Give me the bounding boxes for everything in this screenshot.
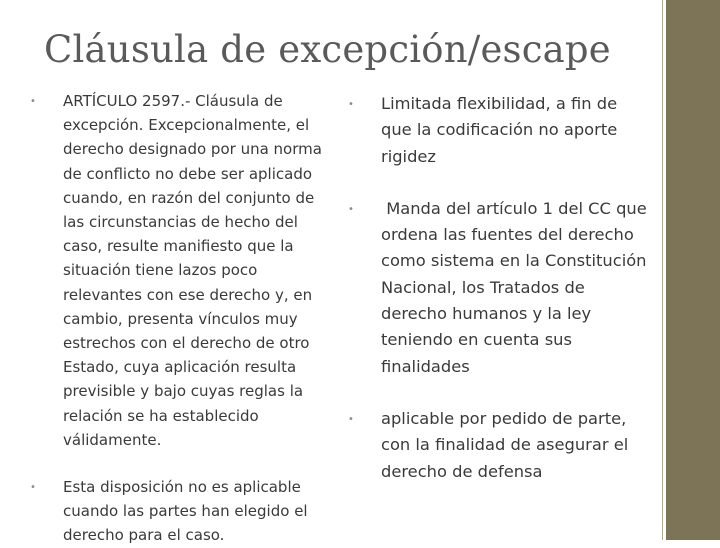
bullet-text: aplicable por pedido de parte, con la finalidad de asegurar el derecho de defensa — [381, 408, 629, 481]
list-item — [30, 89, 336, 452]
list-item — [348, 91, 648, 170]
bullet-icon: • — [348, 413, 354, 425]
slide-title: Cláusula de excepción/escape — [44, 28, 611, 71]
decorative-divider-line — [662, 0, 663, 540]
right-bullet-list — [348, 91, 652, 485]
bullet-icon: • — [348, 99, 354, 110]
bullet-text: Esta disposición no es aplicable cuando las partes han elegido el derecho para el caso. — [63, 478, 308, 545]
left-bullet-list — [30, 89, 336, 548]
list-item — [348, 196, 652, 380]
bullet-icon: • — [30, 96, 36, 107]
decorative-side-bar — [666, 0, 720, 540]
bullet-text: ARTÍCULO 2597.- Cláusula de excepción. Excepcionalmente, el derecho designado por una norma de conflicto no debe ser aplicado cuando, en razón del conjunto de las circunstancias de hecho del caso, resulte manifiesto que la situación tiene lazos poco relevantes con ese derecho y, en cambio, presenta vínculos muy estrechos con el derecho de otro Estado, cuya aplicación resulta previsible y bajo cuyas reglas la relación se ha establecido válidamente. — [63, 92, 322, 449]
bullet-text: Limitada flexibilidad, a fin de que la codificación no aporte rigidez — [381, 94, 618, 166]
bullet-text: Manda del artículo 1 del CC que ordena las fuentes del derecho como sistema en la Constitución Nacional, los Tratados de derecho humanos y la ley teniendo en cuenta sus finalidades — [381, 198, 652, 376]
bullet-icon: • — [30, 482, 36, 494]
list-item — [348, 406, 648, 485]
bullet-icon: • — [348, 203, 354, 215]
list-item — [30, 475, 336, 548]
